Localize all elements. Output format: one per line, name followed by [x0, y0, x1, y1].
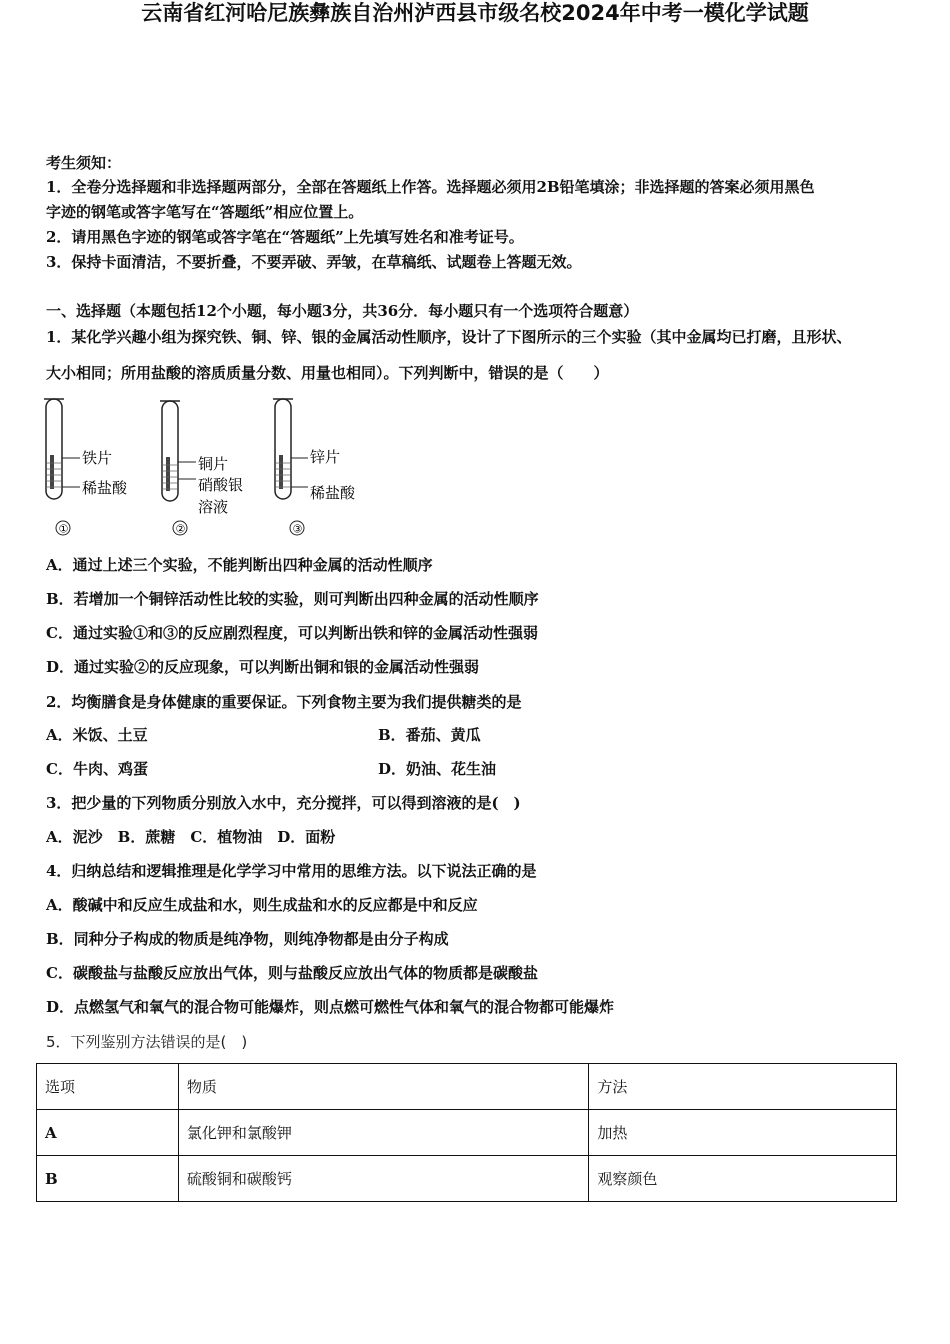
q2-option-a: A．米饭、土豆 [46, 726, 148, 744]
notice-heading: 考生须知： [46, 154, 122, 172]
table-header-cell: 物质 [178, 1064, 589, 1110]
tube3-solution-label: 稀盐酸 [310, 484, 356, 502]
table-header-cell: 选项 [37, 1064, 179, 1110]
q4-stem: 4．归纳总结和逻辑推理是化学学习中常用的思维方法。以下说法正确的是 [46, 862, 537, 880]
test-tube-1 [44, 399, 128, 536]
q2-option-d: D．奶油、花生油 [378, 760, 497, 778]
q2-option-c: C．牛肉、鸡蛋 [46, 760, 148, 778]
tube2-solution-label-1: 硝酸银 [198, 476, 244, 494]
q4-option-d: D．点燃氢气和氧气的混合物可能爆炸，则点燃可燃性气体和氧气的混合物都可能爆炸 [46, 998, 615, 1016]
notice-line-3: 3．保持卡面清洁，不要折叠，不要弄破、弄皱，在草稿纸、试题卷上答题无效。 [46, 253, 582, 271]
table-cell: A [37, 1110, 179, 1156]
tube2-metal-label: 铜片 [198, 455, 229, 473]
section-heading: 一、选择题（本题包括12个小题，每小题3分，共36分．每小题只有一个选项符合题意） [46, 302, 639, 320]
table-row [37, 1110, 897, 1156]
q1-stem-b: 大小相同；所用盐酸的溶质质量分数、用量也相同）。下列判断中，错误的是（ ） [46, 364, 609, 382]
q5-stem: 5．下列鉴别方法错误的是( ) [46, 1033, 248, 1051]
notice-line-1b: 字迹的钢笔或答字笔写在“答题纸”相应位置上。 [46, 203, 364, 221]
q5-table [36, 1063, 897, 1202]
notice-line-1a: 1．全卷分选择题和非选择题两部分，全部在答题纸上作答。选择题必须用2B铅笔填涂；非选择题的答案必须用黑色 [46, 178, 815, 196]
q1-option-c: C．通过实验①和③的反应剧烈程度，可以判断出铁和锌的金属活动性强弱 [46, 624, 538, 642]
table-cell: 观察颜色 [589, 1156, 897, 1202]
q4-option-b: B．同种分子构成的物质是纯净物，则纯净物都是由分子构成 [46, 930, 449, 948]
table-header-row [37, 1064, 897, 1110]
q1-stem-a: 1．某化学兴趣小组为探究铁、铜、锌、银的金属活动性顺序，设计了下图所示的三个实验（其中金属均已打磨，且形状、 [46, 328, 852, 346]
notice-line-2: 2．请用黑色字迹的钢笔或答字笔在“答题纸”上先填写姓名和准考证号。 [46, 228, 524, 246]
tube2-number: ② [175, 522, 186, 536]
q1-option-d: D．通过实验②的反应现象，可以判断出铜和银的金属活动性强弱 [46, 658, 480, 676]
tube3-metal-label: 锌片 [310, 448, 341, 466]
table-cell: 硫酸铜和碳酸钙 [178, 1156, 589, 1202]
table-cell: B [37, 1156, 179, 1202]
tube1-metal-label: 铁片 [82, 449, 113, 467]
page-title: 云南省红河哈尼族彝族自治州泸西县市级名校2024年中考一模化学试题 [141, 1, 809, 25]
tube1-solution-label: 稀盐酸 [82, 479, 128, 497]
q3-options: A．泥沙 B．蔗糖 C．植物油 D．面粉 [46, 828, 336, 846]
table-row [37, 1156, 897, 1202]
test-tube-2 [160, 401, 243, 536]
table-cell: 氯化钾和氯酸钾 [178, 1110, 589, 1156]
test-tube-3 [273, 399, 356, 536]
tube1-number: ① [58, 522, 69, 536]
q2-option-b: B．番茄、黄瓜 [378, 726, 481, 744]
test-tube-figure [40, 395, 380, 545]
q1-option-b: B．若增加一个铜锌活动性比较的实验，则可判断出四种金属的活动性顺序 [46, 590, 539, 608]
q4-option-a: A．酸碱中和反应生成盐和水，则生成盐和水的反应都是中和反应 [46, 896, 478, 914]
q2-stem: 2．均衡膳食是身体健康的重要保证。下列食物主要为我们提供糖类的是 [46, 693, 522, 711]
q1-option-a: A．通过上述三个实验，不能判断出四种金属的活动性顺序 [46, 556, 433, 574]
table-cell: 加热 [589, 1110, 897, 1156]
table-header-cell: 方法 [589, 1064, 897, 1110]
q4-option-c: C．碳酸盐与盐酸反应放出气体，则与盐酸反应放出气体的物质都是碳酸盐 [46, 964, 538, 982]
tube3-number: ③ [292, 522, 303, 536]
q3-stem: 3．把少量的下列物质分别放入水中，充分搅拌，可以得到溶液的是( ) [46, 794, 521, 812]
tube2-solution-label-2: 溶液 [198, 498, 229, 516]
